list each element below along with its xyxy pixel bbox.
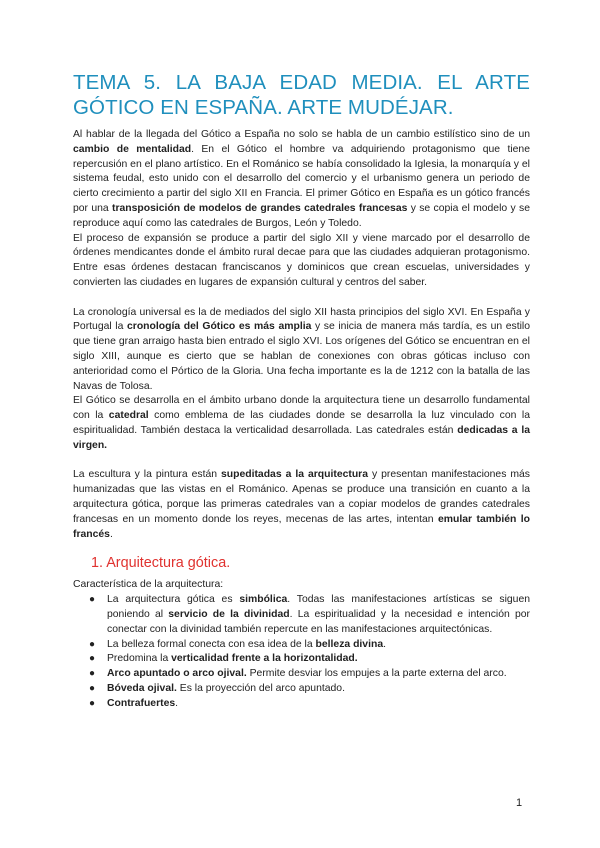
text-run: La cronología universal es la de mediados del siglo XII hasta principios del siglo XVI. En España y Portugal la — [73, 306, 530, 333]
bold-run: verticalidad frente a la horizontalidad. — [171, 653, 358, 665]
text-run: . En el Gótico el hombre va adquiriendo protagonismo que tiene repercusión en el plano artístico. En el Románico se había consolidado la Iglesia, la monarquía y el sistema feudal, esto unido con el desarrollo del comercio y el urbanismo genera un periodo de cierto crecimiento a partir del siglo XII en Francia. El primer Gótico en España es un gótico francés por una — [73, 143, 530, 214]
text-run: y se copia el modelo y se reproduce aquí como las catedrales de Burgos, León y Toledo. — [73, 202, 530, 229]
text-run: La escultura y la pintura están — [73, 469, 221, 481]
bullet-icon: ● — [89, 638, 96, 650]
list-intro: Característica de la arquitectura: — [73, 579, 224, 591]
text-run: . Todas las manifestaciones artísticas se siguen poniendo al — [107, 594, 530, 620]
document-body — [73, 128, 530, 711]
text-run: como emblema de las ciudades donde se desarrolla la luz vinculado con la espiritualidad. También destaca la verticalidad desarrollada. Las catedrales están — [73, 410, 530, 436]
paragraph-sculpture — [73, 468, 530, 542]
bold-run: Contrafuertes — [107, 697, 176, 709]
page-number: 1 — [516, 797, 523, 809]
text-run: Permite desviar los empujes a la parte externa del arco. — [246, 668, 507, 680]
bold-run: Arco apuntado o arco ojival. — [107, 668, 247, 680]
text-run: Es la proyección del arco apuntado. — [176, 682, 345, 694]
list-item — [73, 682, 530, 697]
paragraph-urban — [73, 394, 530, 453]
text-run: La belleza formal conecta con esa idea de la — [107, 638, 316, 650]
bullet-icon: ● — [89, 682, 96, 694]
text-run: La arquitectura gótica es — [107, 594, 240, 606]
paragraph-chronology — [73, 306, 530, 395]
list-item — [73, 638, 530, 653]
bold-run: simbólica — [239, 594, 288, 606]
list-item — [73, 667, 530, 682]
list-item — [73, 697, 530, 712]
bold-run: dedicadas a la virgen. — [73, 424, 530, 451]
list-item — [73, 593, 530, 637]
paragraph-gap — [73, 291, 530, 306]
text-run: . — [383, 638, 386, 650]
bold-run: servicio de la divinidad — [168, 608, 290, 620]
bold-run: cronología del Gótico es más amplia — [127, 321, 312, 333]
paragraph-intro — [73, 128, 530, 232]
text-run: . — [175, 697, 179, 709]
bold-run: catedral — [108, 410, 149, 422]
bullet-icon: ● — [89, 697, 96, 709]
document-title: TEMA 5. LA BAJA EDAD MEDIA. EL ARTE GÓTICO EN ESPAÑA. ARTE MUDÉJAR. — [73, 71, 530, 119]
bold-run: supeditadas a la arquitectura — [220, 469, 369, 481]
characteristics-list — [73, 593, 530, 711]
text-run: . — [109, 528, 113, 540]
bullet-icon: ● — [89, 668, 96, 680]
bold-run: transposición de modelos de grandes catedrales francesas — [112, 202, 408, 214]
text-run: Al hablar de la llegada del Gótico a España no solo se habla de un cambio estilístico sino de un — [73, 129, 530, 140]
paragraph-expansion: El proceso de expansión se produce a partir del siglo XII y viene marcado por el desarrollo de órdenes mendicantes donde el ámbito rural decae para que las ciudades adquieran protagonismo. Entre esas órdenes destacan franciscanos y dominicos que crean escuelas, universidades y convierten las ciudades en lugares de expansión cultural y centros del saber. — [73, 232, 530, 288]
bold-run: Bóveda ojival. — [107, 682, 177, 694]
bullet-icon: ● — [89, 653, 96, 665]
bold-run: cambio de mentalidad — [73, 143, 192, 155]
bold-run: belleza divina — [315, 638, 384, 650]
text-run: . La espiritualidad y la necesidad e intención por conectar con la divinidad también repercute en las manifestaciones arquitectónicas. — [107, 608, 531, 635]
text-run: El Gótico se desarrolla en el ámbito urbano donde la arquitectura tiene un desarrollo fundamental con la — [73, 395, 530, 422]
text-run: y se inicia de manera más tardía, es un estilo que tiene gran arraigo hasta bien entrado el siglo XVI. Los orígenes del Gótico se encuentran en el siglo XIII, aunque es cierto que se hablan de conexiones con obras góticas incluso con anterioridad como el Pórtico de la Gloria. Una fecha importante es la de 1212 con la batalla de las Navas de Tolosa. — [73, 321, 530, 392]
bullet-icon: ● — [89, 594, 96, 606]
text-run: Predomina la — [107, 653, 172, 665]
text-run: y presentan manifestaciones más humanizadas que las vistas en el Románico. Apenas se produce una transición en cuanto a la arquitectura gótica, porque las primeras catedrales van a copiar modelos de grandes catedrales francesas en un momento donde los reyes, mecenas de las artes, intentan — [73, 469, 530, 525]
list-item — [73, 652, 530, 667]
section-heading: 1. Arquitectura gótica. — [91, 555, 231, 572]
bold-run: emular también lo francés — [73, 513, 530, 540]
paragraph-gap — [73, 454, 530, 469]
